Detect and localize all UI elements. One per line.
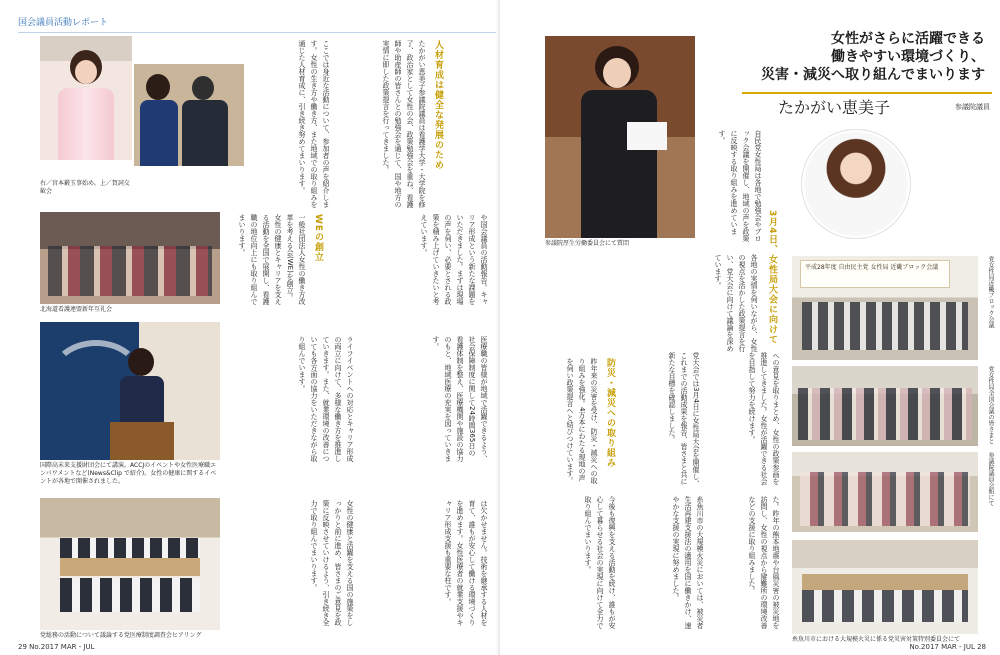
caption-r4: 参議院議員会館にて	[987, 452, 994, 506]
page-number-right: No.2017 MAR - JUL 28	[909, 643, 986, 651]
caption-1: 右／宮本鍛玉事始め。上／賀詞交歓会	[40, 180, 130, 195]
photo-party-meeting	[40, 498, 220, 630]
right-page	[500, 0, 1000, 655]
title-line-1: 女性がさらに活躍できる	[831, 31, 985, 47]
r-column-6: た。昨年の熊本地震や台風災害の被災地を訪問し、女性の視点から避難所の環境改善などの支援に取り組みました。	[748, 496, 780, 629]
author-name: たかがい恵美子	[778, 98, 891, 117]
caption-r1: 参議院厚生労働委員会にて質問	[545, 240, 630, 247]
column-7: は欠かせません。技術を継承する人材を育て、誰もが安心して働ける環境づくりを進めます。女性医療者の就業支援やキャリア形成支援も重要な柱です。	[444, 500, 488, 626]
caption-r3: 党女性局全国会議の皆さまと	[987, 366, 994, 444]
column-8: 女性の健康と活躍を支える国の施策をしっかりと前に進め、皆さまのご意見を政策に反映させていけるよう、引き続き全力で取り組んでまいります。	[310, 500, 354, 626]
caption-3: 国際高未来支援財団会にて講演。ACCJのイベントや女性医療職エンパワメントなど(News&Clip で紹介)。女性の健康に関するイベントが各地で開催されました。	[40, 462, 217, 485]
caption-r2: 党女性局近畿ブロック会議	[987, 256, 994, 328]
photo-itoigawa	[792, 540, 978, 634]
photo-speaking	[545, 36, 695, 238]
caption-2: 北海道看護連盟新年互礼会	[40, 306, 113, 313]
r-column-2: 各地の実情を伺いながら、女性の視点を活かした政策提言を行い、党大会に向けて議論を深めています。	[714, 254, 758, 352]
portrait-circle	[802, 130, 910, 238]
heading-taikai: 3月4日、女性局大会に向けて	[767, 210, 777, 345]
page-number-left: 29 No.2017 MAR - JUL	[18, 643, 95, 651]
heading-we: WEの創立	[313, 214, 323, 263]
section-header-label: 国会議員活動レポート	[18, 18, 109, 28]
r-column-4: 党大会では3月4日に女性局大会を開催し、これまでの活動成果を報告、皆さまと共に新たな目標を確認しました。	[668, 352, 700, 487]
author-role: 参議院議員	[955, 103, 990, 111]
column-4: 一般社団法人女性の働き方改革を考える会(WE)を創立。女性の健康とキャリアを支える活動を全国で展開し、看護職の地位向上にも取り組んでまいります。	[238, 214, 306, 305]
r-column-8: 今後も復興を支える活動を続け、誰もが安心して暮らせる社会の実現に向けて全力で取り組んでまいります。	[584, 496, 616, 629]
photo-meeting	[134, 64, 244, 166]
r-column-1: 自民党女性局は各地で勉強会やブロック会議を開催し、地域の声を政策に反映する取り組みを進めています。	[718, 130, 762, 242]
photo-women-group	[792, 366, 978, 446]
caption-4: 党総務の活動について議論する党医療制度調査会ヒアリング	[40, 632, 202, 639]
column-1: たかがい恵美子参議院議員は看護学大学・大学院を修了、政治家として女性の会、政策勉強会を重ね、看護師や助産師の皆さんとの勉強会を通じて、国や地方の実情に即した政策提言を行ってきました。	[382, 40, 426, 208]
name-line	[778, 95, 990, 117]
photo-kaikan	[792, 452, 978, 532]
column-5: 医療職の皆様が地域で活躍できるよう、社会保障制度に関して24時間365日の看護体制を整え、医療機関や施設の協力のもと、地域医療の充実を図っていきます。	[432, 336, 488, 462]
photo-lecture	[40, 322, 220, 460]
column-2: ここでは身近な活動について、参加者の声を紹介します。女性の生き方や働き方、また地域での取り組みを通じた人材育成に、引き続き努めてまいります。	[298, 40, 330, 208]
column-3: や国会議員の活動報告。キャリア形成という新たな課題をいただきました。まずは現場の声を伺い、必要とされる政策を積み上げていきたいと考えています。	[420, 214, 488, 305]
caption-r5: 糸魚川市における大規模火災に係る党災害対策特別委員会にて	[792, 636, 961, 643]
title-line-2: 働きやすい環境づくり、	[831, 49, 985, 65]
photo-kinki-block	[792, 256, 978, 360]
r-column-3: への意見を取りまとめ、女性の政策参画を推進してきました。女性が活躍できる社会を目指して努力を続けます。	[748, 352, 780, 485]
photo-group-hokkaido	[40, 212, 220, 304]
photo-kimono	[40, 36, 132, 160]
section-header	[18, 8, 496, 33]
heading-bousai: 防災・減災への取り組み	[605, 358, 615, 468]
r-column-7: 糸魚川市の大規模火災においては、被災者生活再建支援法の適用を国に働きかけ、速やかな支援の実現に努めました。	[672, 496, 704, 629]
title-block	[760, 30, 985, 84]
heading-jinzai: 人材育成は健全な発展のため	[433, 40, 443, 170]
banner-sign: 平成28年度 自由民主党 女性局 近畿ブロック会議	[800, 260, 950, 288]
title-line-3: 災害・減災へ取り組んでまいります	[761, 67, 985, 83]
r-column-5: 昨年来の災害を受け、防災・減災への取り組みを強化。4万本にわたる現地の声を伺い政策提言へと結びつけています。	[566, 358, 598, 484]
column-6: ライフイベントへの対応とキャリア形成の両立に向けて、多様な働き方を推進していきます。また、就業環境の改善についても各方面の協力をいただきながら取り組んでいます。	[298, 336, 354, 462]
title-rule	[742, 92, 992, 94]
